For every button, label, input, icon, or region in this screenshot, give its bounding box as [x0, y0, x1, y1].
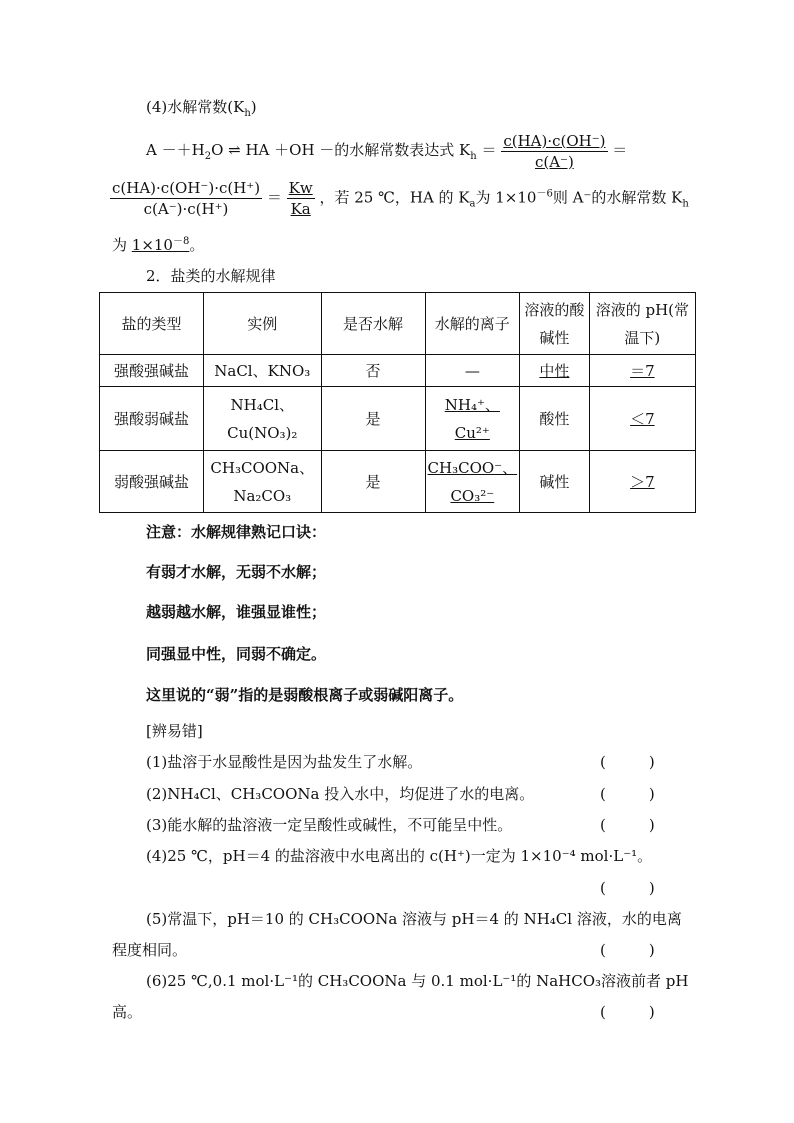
table-header: 水解的离子: [425, 293, 520, 355]
table-header: 是否水解: [321, 293, 425, 355]
table-header: 盐的类型: [100, 293, 204, 355]
answer-blank[interactable]: ( ): [600, 785, 669, 803]
note-line: 越弱越水解，谁强显谁性；: [146, 603, 327, 621]
table-row: 强酸弱碱盐 NH₄Cl、Cu(NO₃)₂ 是 NH₄⁺、Cu²⁺ 酸性 ＜7: [100, 387, 696, 451]
list-item: (5)常温下，pH＝10 的 CH₃COONa 溶液与 pH＝4 的 NH₄Cl 溶液，水的电离: [146, 910, 682, 928]
table-header: 溶液的酸碱性: [520, 293, 590, 355]
answer-blank[interactable]: ( ): [600, 1003, 669, 1021]
list-item: (4)25 ℃，pH＝4 的盐溶液中水电离出的 c(H⁺)一定为 1×10⁻⁴ mol·L⁻¹。: [146, 847, 653, 865]
table-header: 实例: [203, 293, 321, 355]
errors-heading: [辨易错]: [146, 722, 203, 740]
hydrolysis-rules-table: [99, 292, 696, 513]
note-line: 有弱才水解，无弱不水解；: [146, 563, 327, 581]
formula-line-3: 为 $1\times 10^{-8}$。: [112, 236, 205, 254]
kh-fraction: $\frac{c(HA)\cdot c(OH^-)}{c(A^-)}$: [503, 131, 606, 171]
answer-blank[interactable]: ( ): [600, 879, 669, 897]
section2-heading: 2．盐类的水解规律: [146, 267, 276, 285]
formula-line-1: $A -+H_2O$ ⇌ HA ＋OH －的水解常数表达式 $K_h$ ＝ $\frac{c(HA)\cdot c(OH^-)}{c(A^-)}$ ＝: [146, 131, 628, 171]
list-item: (6)25 ℃,0.1 mol·L⁻¹的 CH₃COONa 与 0.1 mol·L⁻¹的 NaHCO₃溶液前者 pH: [146, 972, 689, 990]
answer-blank[interactable]: ( ): [600, 941, 669, 959]
note-line: 注意：水解规律熟记口诀：: [146, 523, 327, 541]
table-row: 强酸强碱盐 NaCl、KNO₃ 否 — 中性 ＝7: [100, 355, 696, 387]
section4-heading: (4)水解常数$(K_h)$: [146, 98, 257, 119]
expanded-fraction: $\frac{c(HA)\cdot c(OH^-)\cdot c(H^+)}{c(A^-)\cdot c(H^+)}$: [112, 179, 261, 218]
note-line: 这里说的“弱”指的是弱酸根离子或弱碱阳离子。: [146, 686, 464, 704]
answer-blank[interactable]: ( ): [600, 753, 669, 771]
table-row: 弱酸强碱盐 CH₃COONa、Na₂CO₃ 是 CH₃COO⁻、CO₃²⁻ 碱性 ＞7: [100, 451, 696, 513]
list-item: (3)能水解的盐溶液一定呈酸性或碱性，不可能呈中性。: [146, 816, 513, 834]
formula-line-2: $\frac{c(HA)\cdot c(OH^-)\cdot c(H^+)}{c(A^-)\cdot c(H^+)}$ ＝ $\frac{Kw}{Ka}$ ，若 25 ℃，HA 的 $K_a$为 $1\times 10^{-6}$则 A⁻的水解常数 $K_h$: [112, 179, 689, 218]
note-line: 同强显中性，同弱不确定。: [146, 645, 327, 663]
list-item-continued: 高。: [112, 1003, 143, 1021]
kw-ka-fraction: $\frac{Kw}{Ka}$: [288, 179, 313, 218]
table-header: 溶液的 pH(常温下): [589, 293, 695, 355]
table-header-row: [100, 293, 696, 355]
list-item: (1)盐溶于水显酸性是因为盐发生了水解。: [146, 753, 423, 771]
answer-blank[interactable]: ( ): [600, 816, 669, 834]
list-item: (2)NH₄Cl、CH₃COONa 投入水中，均促进了水的电离。: [146, 785, 535, 803]
list-item-continued: 程度相同。: [112, 941, 188, 959]
